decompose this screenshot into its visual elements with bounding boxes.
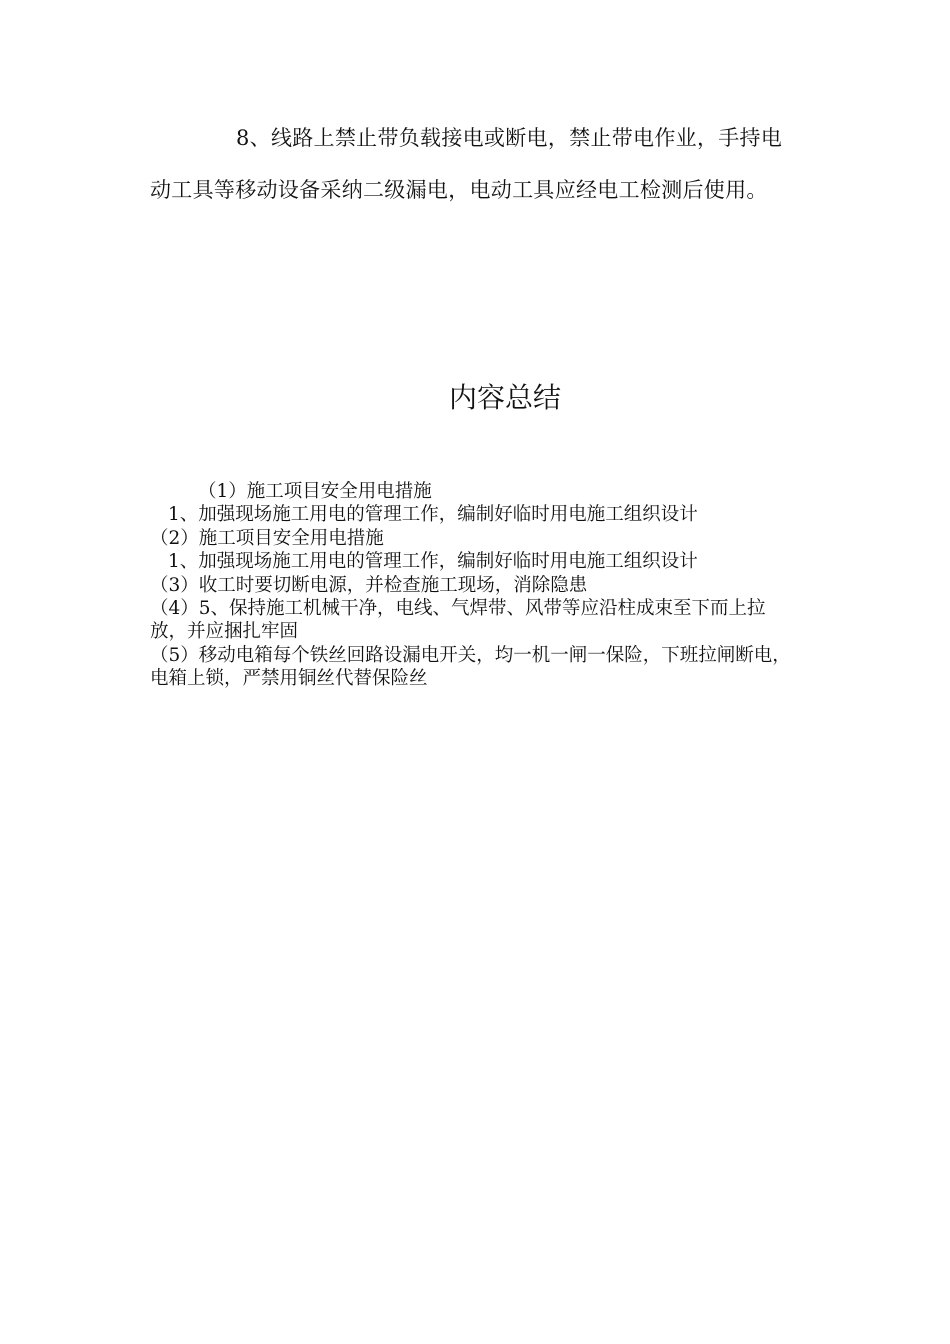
summary-title: 内容总结	[448, 381, 561, 414]
summary-line: （4）5、保持施工机械干净，电线、气焊带、风带等应沿柱成束至下而上拉放，并应捆扎牢固	[150, 598, 766, 643]
summary-line: （1）施工项目安全用电措施	[198, 481, 432, 502]
summary-line: （5）移动电箱每个铁丝回路设漏电开关，均一机一闸一保险，下班拉闸断电，电箱上锁，严禁用铜丝代替保险丝	[150, 644, 791, 690]
intro-section	[150, 112, 800, 216]
summary-line: 1、加强现场施工用电的管理工作，编制好临时用电施工组织设计	[168, 504, 698, 526]
intro-paragraph: 8、线路上禁止带负载接电或断电，禁止带电作业，手持电动工具等移动设备采纳二级漏电，电动工具应经电工检测后使用。	[150, 126, 783, 202]
summary-line: （2）施工项目安全用电措施	[150, 527, 384, 549]
summary-line: 1、加强现场施工用电的管理工作，编制好临时用电施工组织设计	[168, 551, 698, 573]
summary-section	[150, 480, 800, 691]
summary-line: （3）收工时要切断电源，并检查施工现场，消除隐患	[150, 574, 588, 596]
